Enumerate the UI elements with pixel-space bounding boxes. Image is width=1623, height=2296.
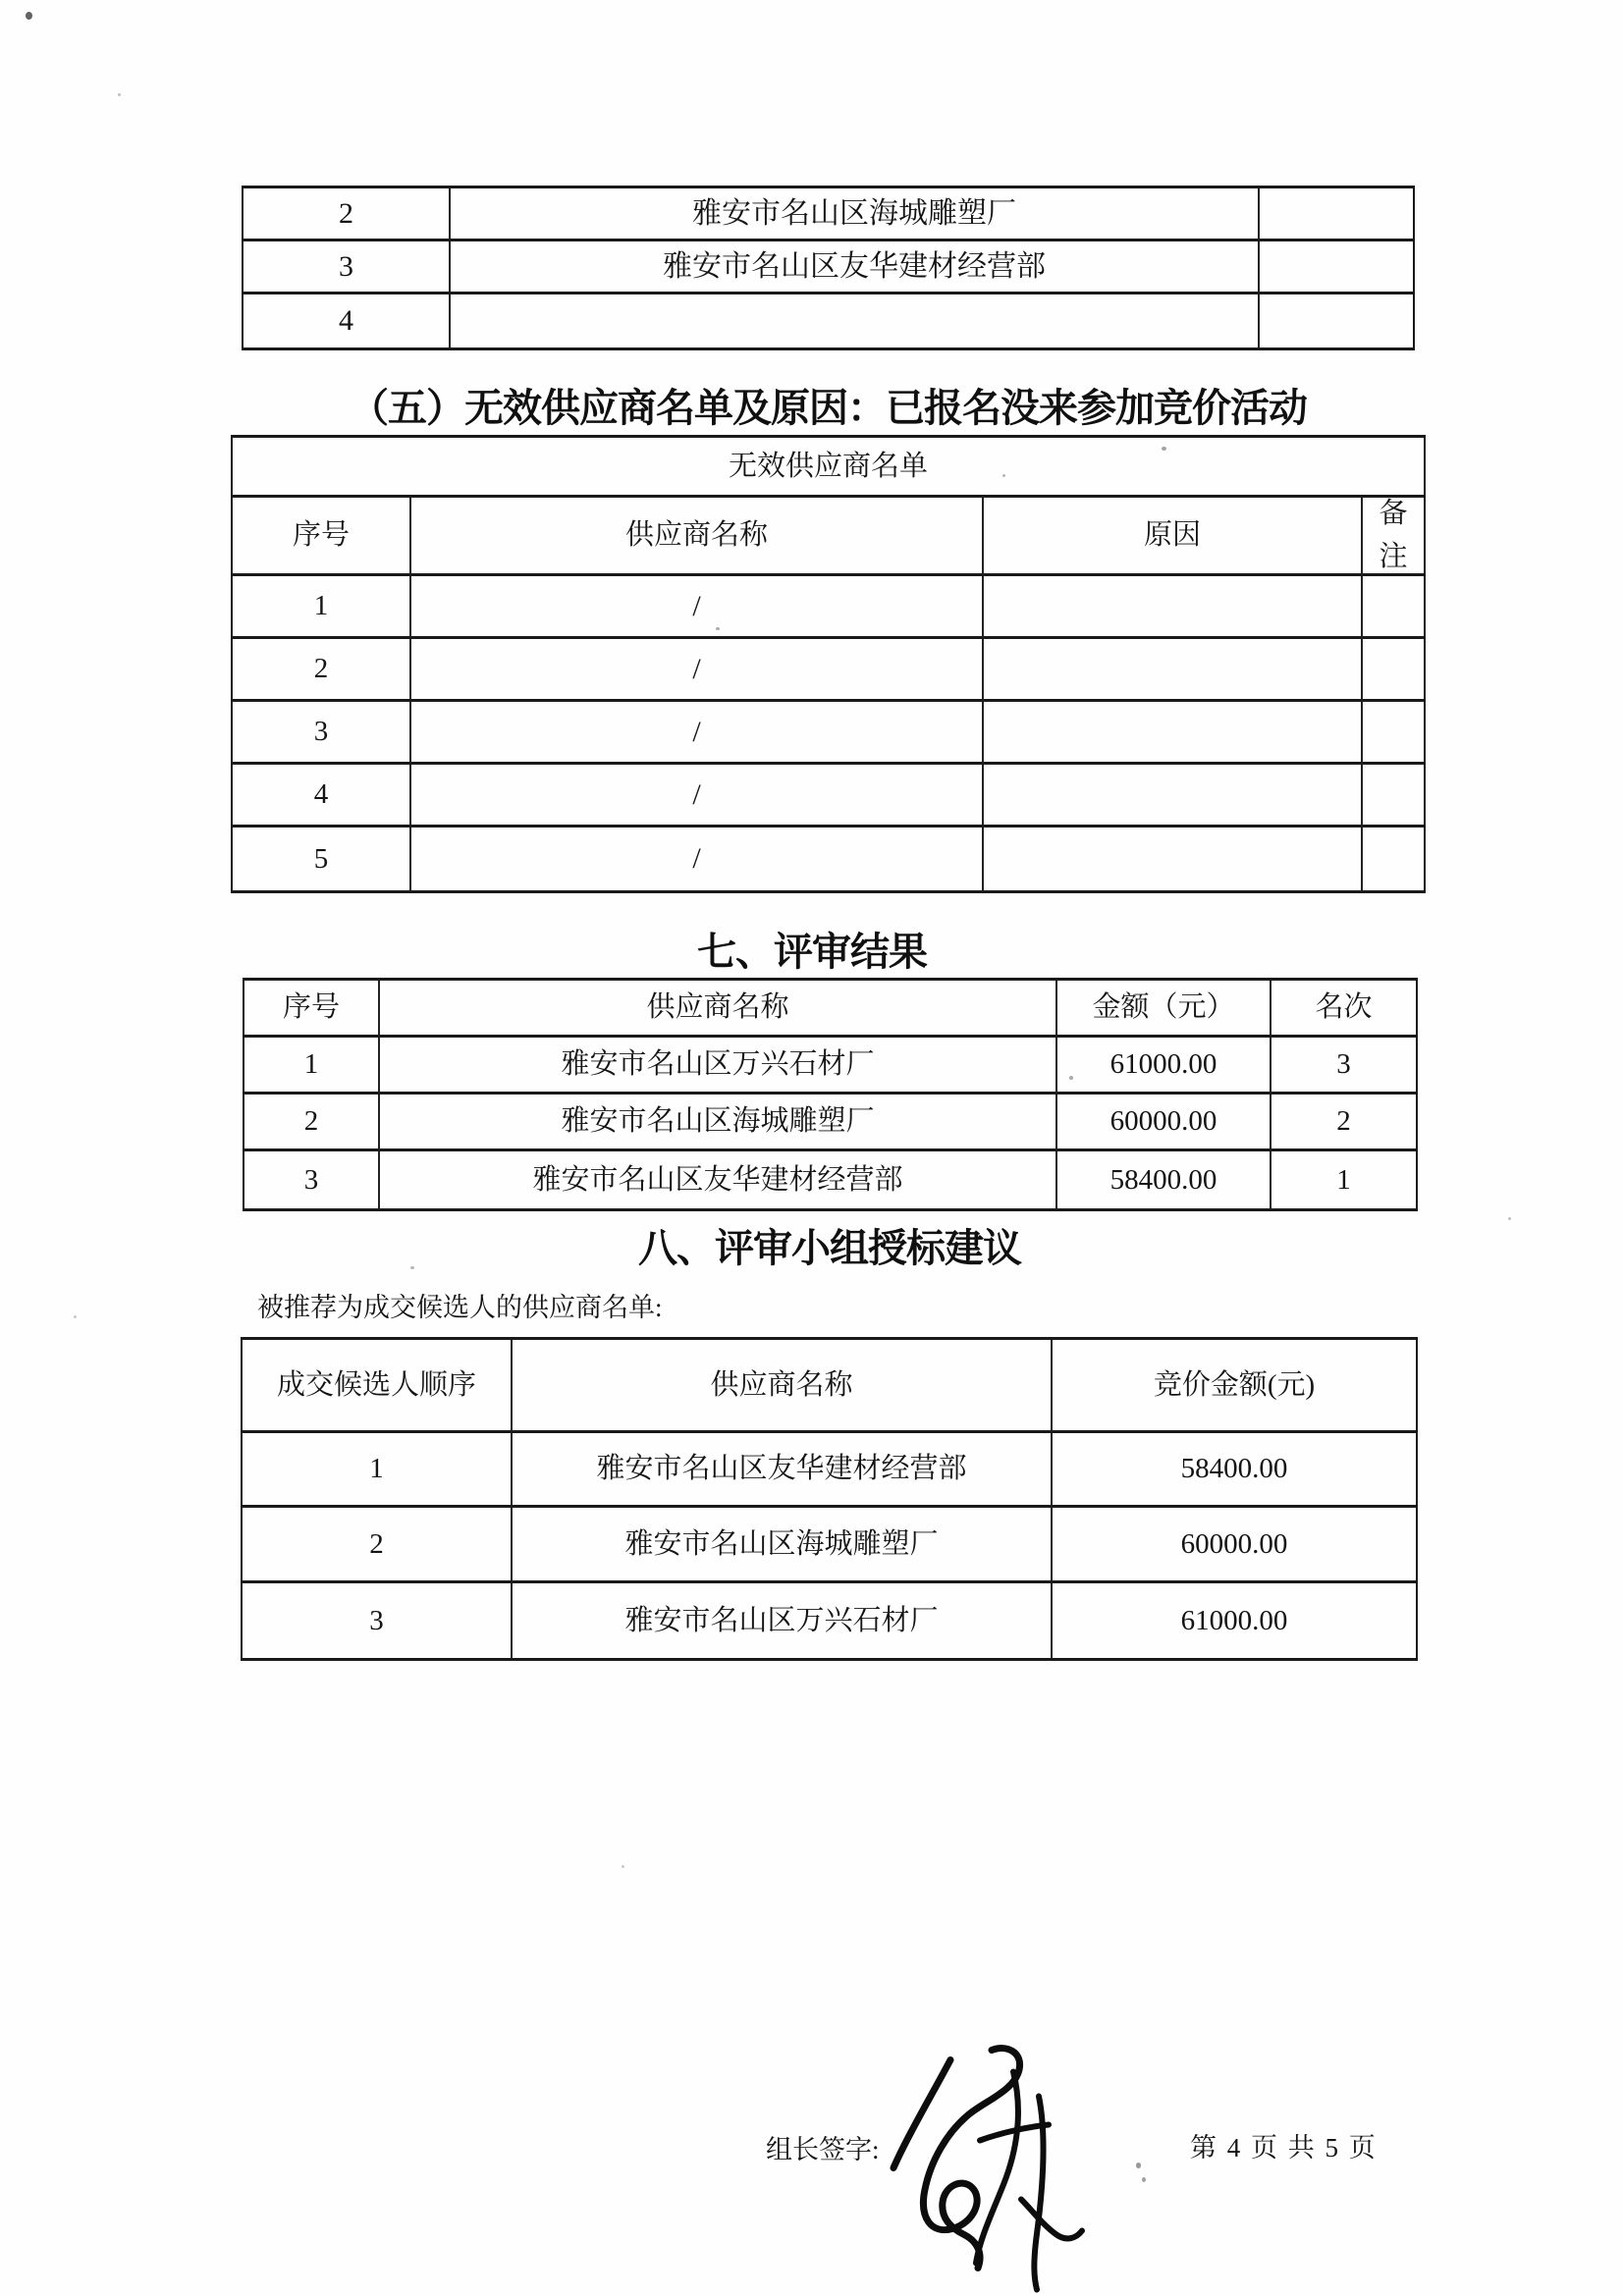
empty-cell [1260, 188, 1413, 241]
row-no: 2 [244, 1095, 380, 1151]
row-no: 1 [243, 1433, 513, 1508]
table-title: 无效供应商名单 [233, 438, 1424, 498]
supplier-name-cell: 雅安市名山区友华建材经营部 [451, 241, 1260, 294]
scan-speck [74, 1315, 77, 1318]
amount-cell: 61000.00 [1057, 1038, 1271, 1095]
column-header-supplier: 供应商名称 [513, 1340, 1053, 1433]
supplier-name-cell: 雅安市名山区海城雕塑厂 [380, 1095, 1057, 1151]
invalid-suppliers-table [231, 435, 1426, 893]
supplier-name-cell: 雅安市名山区友华建材经营部 [513, 1433, 1053, 1508]
supplier-name-cell: / [411, 576, 984, 639]
row-no: 3 [243, 1583, 513, 1658]
supplier-name-cell: 雅安市名山区友华建材经营部 [380, 1151, 1057, 1208]
reason-cell [984, 828, 1363, 890]
leader-signature-label: 组长签字: [766, 2135, 880, 2164]
column-header-note: 备注 [1363, 498, 1424, 576]
scan-speck [1136, 2163, 1141, 2168]
reason-cell [984, 639, 1363, 702]
scan-speck [1142, 2177, 1146, 2182]
row-no: 5 [233, 828, 411, 890]
rank-cell: 2 [1271, 1095, 1416, 1151]
column-header-bid-amount: 竞价金额(元) [1053, 1340, 1416, 1433]
recommended-list-intro: 被推荐为成交候选人的供应商名单: [257, 1293, 663, 1322]
scan-speck [1002, 474, 1005, 477]
amount-cell: 60000.00 [1057, 1095, 1271, 1151]
note-cell [1363, 576, 1424, 639]
supplier-name-cell: 雅安市名山区海城雕塑厂 [451, 188, 1260, 241]
row-no: 3 [244, 1151, 380, 1208]
column-header-rank: 名次 [1271, 981, 1416, 1038]
reason-cell [984, 765, 1363, 828]
row-no: 4 [243, 294, 451, 347]
scan-speck [1069, 1076, 1073, 1080]
handwritten-signature [874, 2042, 1100, 2293]
continuation-suppliers-table [242, 186, 1415, 350]
row-no: 2 [243, 188, 451, 241]
scan-speck [26, 12, 32, 20]
scan-speck [716, 627, 720, 630]
column-header-no: 序号 [244, 981, 380, 1038]
scan-speck [622, 1865, 624, 1868]
evaluation-results-table [243, 978, 1418, 1211]
section5-heading: （五）无效供应商名单及原因：已报名没来参加竞价活动 [350, 386, 1307, 430]
column-header-reason: 原因 [984, 498, 1363, 576]
scan-speck [1162, 447, 1166, 451]
reason-cell [984, 702, 1363, 765]
page-number: 第 4 页 共 5 页 [1190, 2133, 1378, 2163]
supplier-name-cell [451, 294, 1260, 347]
empty-cell [1260, 294, 1413, 347]
supplier-name-cell: 雅安市名山区万兴石材厂 [380, 1038, 1057, 1095]
row-no: 3 [233, 702, 411, 765]
scan-speck [410, 1266, 414, 1269]
reason-cell [984, 576, 1363, 639]
rank-cell: 3 [1271, 1038, 1416, 1095]
supplier-name-cell: / [411, 639, 984, 702]
row-no: 3 [243, 241, 451, 294]
section7-heading: 七、评审结果 [697, 930, 927, 974]
supplier-name-cell: / [411, 702, 984, 765]
rank-cell: 1 [1336, 1163, 1351, 1196]
amount-cell: 58400.00 [1053, 1433, 1416, 1508]
column-header-order: 成交候选人顺序 [243, 1340, 513, 1433]
scan-speck [1508, 1217, 1511, 1220]
row-no: 4 [233, 765, 411, 828]
row-no: 1 [233, 576, 411, 639]
note-cell [1363, 702, 1424, 765]
amount-cell: 58400.00 [1057, 1151, 1271, 1208]
column-header-amount: 金额（元） [1057, 981, 1271, 1038]
row-no: 2 [243, 1508, 513, 1583]
row-no: 1 [244, 1038, 380, 1095]
scan-speck [118, 93, 121, 96]
amount-cell: 61000.00 [1180, 1604, 1288, 1636]
supplier-name-cell: / [411, 828, 984, 890]
supplier-name-cell: 雅安市名山区海城雕塑厂 [513, 1508, 1053, 1583]
section8-heading: 八、评审小组授标建议 [638, 1226, 1021, 1270]
column-header-supplier: 供应商名称 [380, 981, 1057, 1038]
award-recommendation-table [241, 1337, 1418, 1661]
row-no: 2 [233, 639, 411, 702]
column-header-supplier: 供应商名称 [411, 498, 984, 576]
amount-cell: 60000.00 [1053, 1508, 1416, 1583]
empty-cell [1260, 241, 1413, 294]
note-cell [1363, 828, 1424, 890]
column-header-no: 序号 [233, 498, 411, 576]
supplier-name-cell: 雅安市名山区万兴石材厂 [513, 1583, 1053, 1658]
note-cell [1363, 765, 1424, 828]
note-cell [1363, 639, 1424, 702]
supplier-name-cell: / [411, 765, 984, 828]
